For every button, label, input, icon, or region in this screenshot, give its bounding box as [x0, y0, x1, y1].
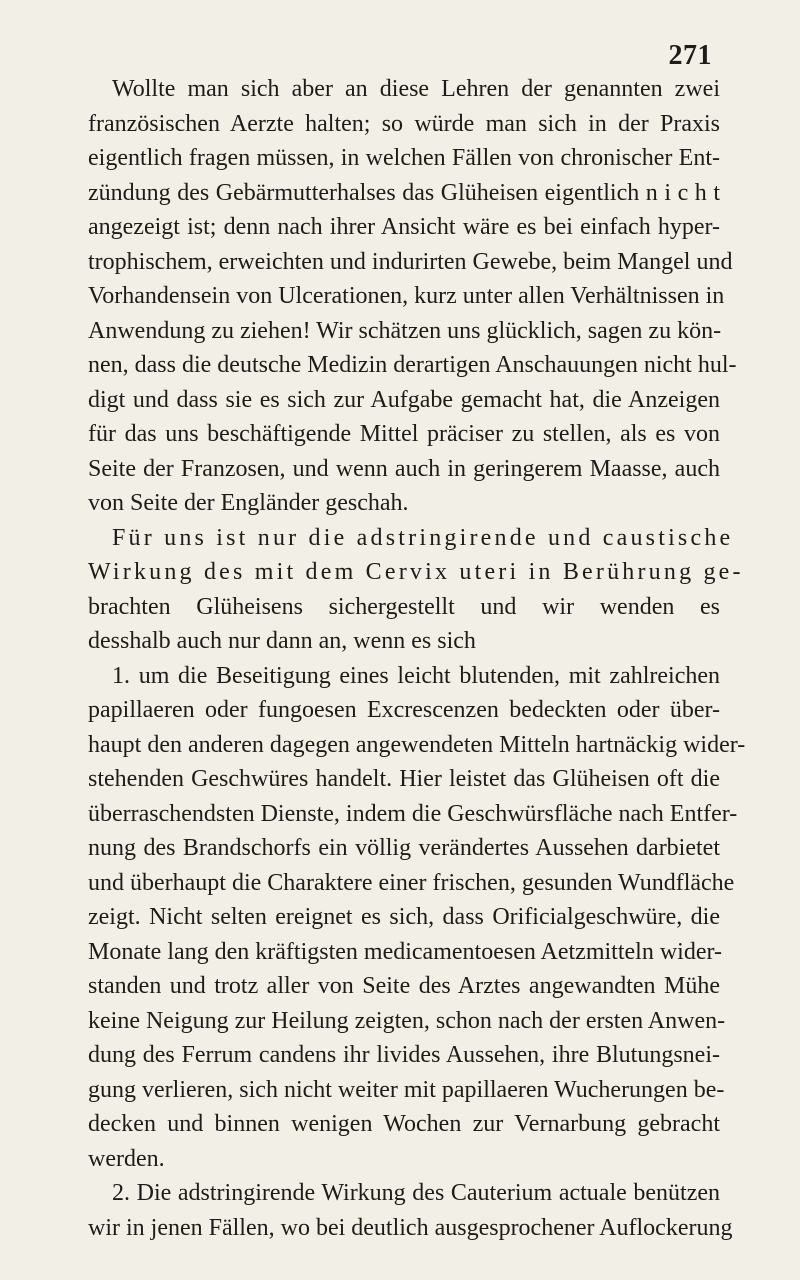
text-line: Monate lang den kräftigsten medicamentoesen Aetzmitteln wider-: [88, 938, 722, 965]
text-line: für das uns beschäftigende Mittel präciser zu stellen, als es von: [88, 421, 720, 447]
text-line: Vorhandensein von Ulcerationen, kurz unter allen Verhältnissen in: [88, 283, 725, 309]
text-line: zeigt. Nicht selten ereignet es sich, dass Orificialgeschwüre, die: [88, 904, 720, 930]
page-number: 271: [668, 40, 712, 71]
text-line: von Seite der Engländer geschah.: [88, 490, 409, 516]
text-line: papillaeren oder fungoesen Excrescenzen bedeckten oder über-: [88, 697, 720, 723]
text-line: Anwendung zu ziehen! Wir schätzen uns glücklich, sagen zu kön-: [88, 317, 722, 344]
text-line: Wollte man sich aber an diese Lehren der genannten zwei: [112, 76, 720, 102]
body-text: [88, 72, 746, 1245]
text-line: gung verlieren, sich nicht weiter mit papillaeren Wucherungen be-: [88, 1076, 725, 1103]
text-line: trophischem, erweichten und indurirten Gewebe, beim Mangel und: [88, 248, 733, 275]
text-line: haupt den anderen dagegen angewendeten Mitteln hartnäckig wider-: [88, 731, 746, 758]
text-line: werden.: [88, 1145, 165, 1172]
text-line: französischen Aerzte halten; so würde man sich in der Praxis: [88, 110, 720, 137]
text-line: dung des Ferrum candens ihr livides Aussehen, ihre Blutungsnei-: [88, 1042, 720, 1068]
text-line: zündung des Gebärmutterhalses das Glüheisen eigentlich n i c h t: [88, 179, 720, 206]
text-line: angezeigt ist; denn nach ihrer Ansicht wäre es bei einfach hyper-: [88, 214, 720, 240]
text-line: überraschendsten Dienste, indem die Geschwürsfläche nach Entfer-: [88, 800, 738, 827]
text-line: standen und trotz aller von Seite des Arztes angewandten Mühe: [88, 973, 720, 999]
text-line: desshalb auch nur dann an, wenn es sich: [88, 628, 476, 654]
text-line: wir in jenen Fällen, wo bei deutlich ausgesprochener Auflockerung: [88, 1214, 733, 1241]
text-line: digt und dass sie es sich zur Aufgabe gemacht hat, die Anzeigen: [88, 386, 720, 413]
text-line: Wirkung des mit dem Cervix uteri in Berührung ge-: [88, 559, 744, 585]
text-line: und überhaupt die Charaktere einer frischen, gesunden Wundfläche: [88, 869, 735, 896]
text-line: 1. um die Beseitigung eines leicht blutenden, mit zahlreichen: [112, 662, 720, 689]
text-line: decken und binnen wenigen Wochen zur Vernarbung gebracht: [88, 1111, 720, 1137]
text-line: keine Neigung zur Heilung zeigten, schon nach der ersten Anwen-: [88, 1007, 726, 1034]
text-line: eigentlich fragen müssen, in welchen Fällen von chronischer Ent-: [88, 145, 720, 171]
text-line: 2. Die adstringirende Wirkung des Cauterium actuale benützen: [112, 1180, 720, 1206]
text-line: nung des Brandschorfs ein völlig verändertes Aussehen darbietet: [88, 835, 720, 861]
text-line: Seite der Franzosen, und wenn auch in geringerem Maasse, auch: [88, 455, 720, 482]
text-line: nen, dass die deutsche Medizin derartigen Anschauungen nicht hul-: [88, 352, 737, 378]
text-line: brachten Glüheisens sichergestellt und wir wenden es: [88, 593, 720, 620]
text-line: Für uns ist nur die adstringirende und caustische: [112, 524, 734, 551]
text-line: stehenden Geschwüres handelt. Hier leistet das Glüheisen oft die: [88, 766, 720, 792]
